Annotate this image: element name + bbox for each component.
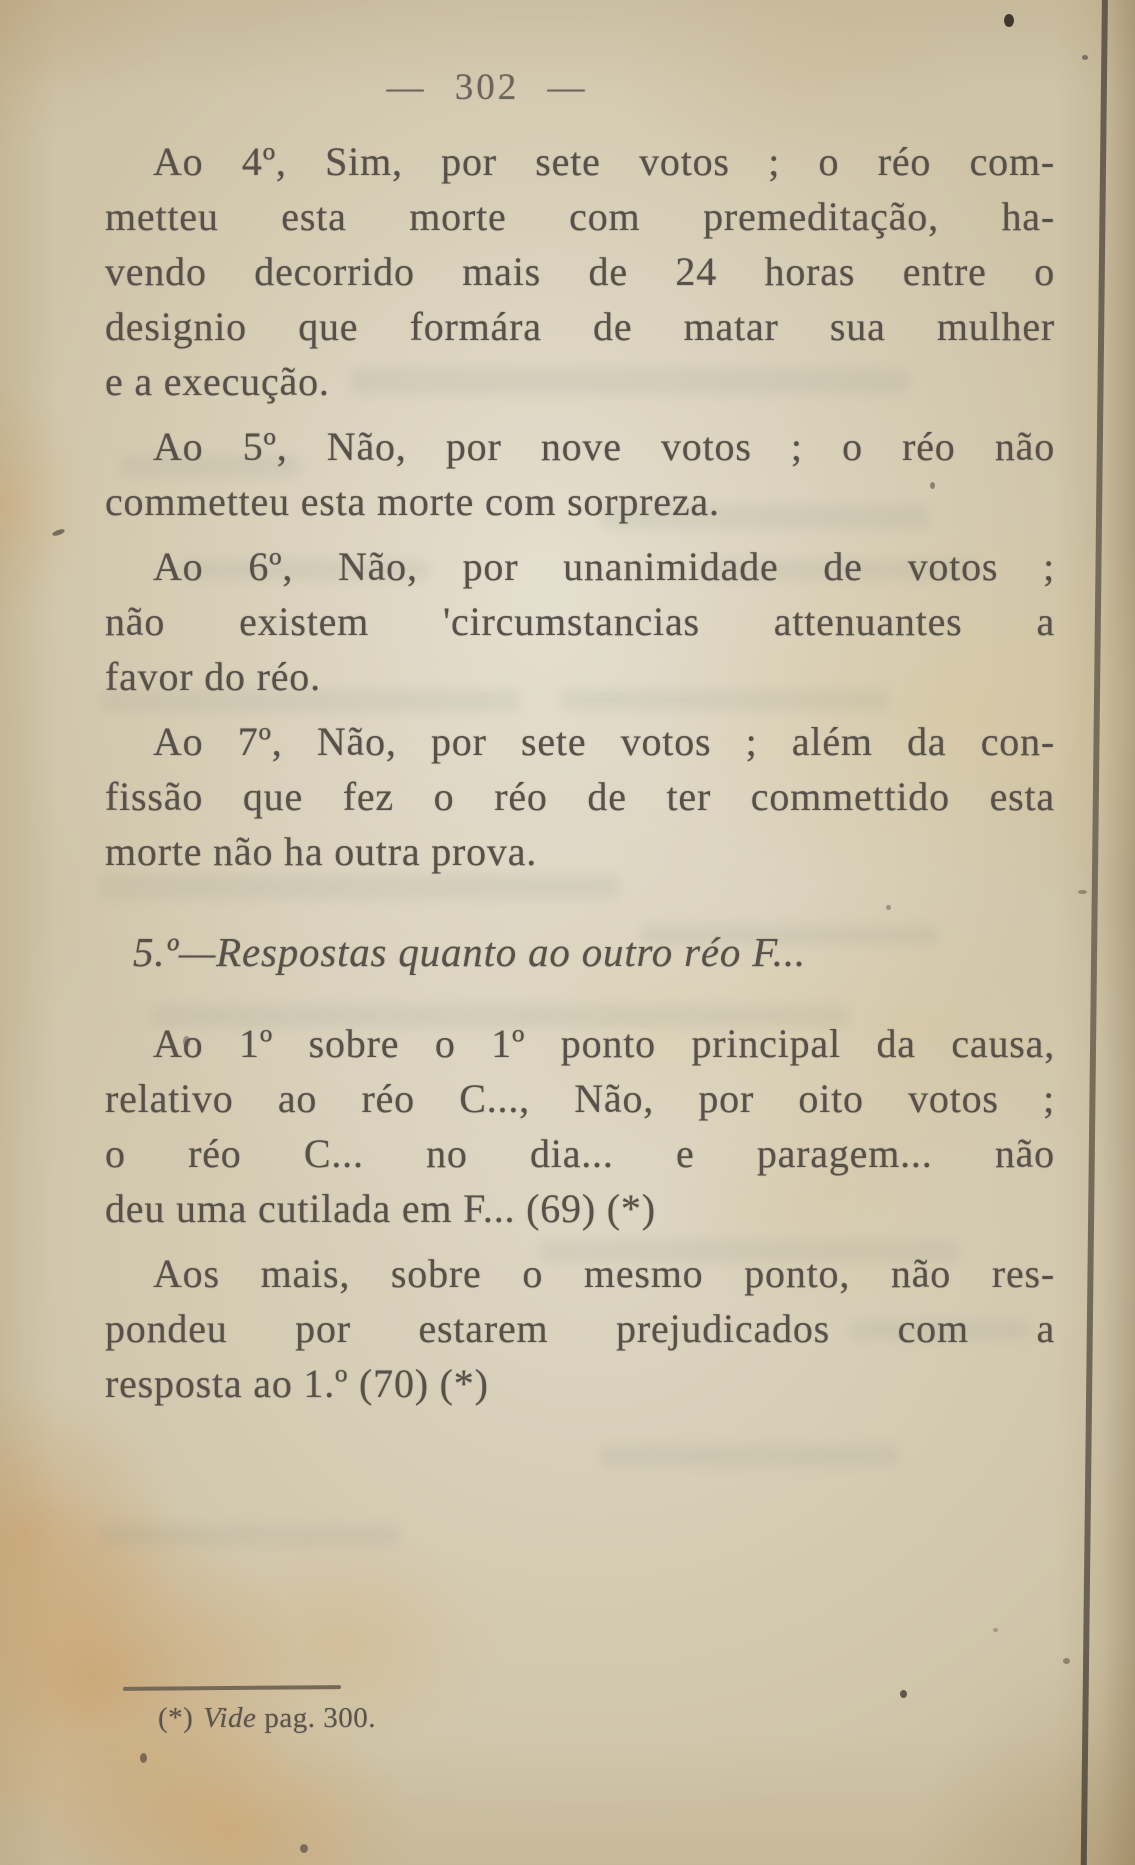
ink-speck [1078, 890, 1087, 894]
text-line: Ao 7º, Não, por sete votos ; além da con- [153, 719, 1055, 764]
text-line: deu uma cutilada em F... (69) (*) [105, 1186, 656, 1231]
footnote-rule [123, 1685, 341, 1691]
ink-speck [140, 1753, 147, 1763]
text-line: Aos mais, sobre o mesmo ponto, não res- [153, 1251, 1055, 1296]
paragraph-other-reo-rest [105, 1246, 1055, 1411]
ink-speck [1063, 1658, 1070, 1664]
show-through-mark [600, 1445, 900, 1467]
text-line: Ao 4º, Sim, por sete votos ; o réo com- [153, 139, 1055, 184]
footnote-marker: (*) [158, 1702, 194, 1734]
text-line: não existem 'circumstancias attenuantes a [105, 599, 1055, 644]
paragraph-answer-5 [105, 419, 1055, 529]
paragraph-other-reo-1 [105, 1016, 1055, 1236]
ink-speck [993, 1628, 998, 1632]
text-line: 5.º—Respostas quanto ao outro réo F... [133, 929, 806, 975]
ink-speck [300, 1844, 308, 1853]
show-through-mark [100, 1525, 400, 1545]
text-line: pondeu por estarem prejudicados com a [105, 1306, 1055, 1351]
text-line: Ao 1º sobre o 1º ponto principal da causa, [153, 1021, 1055, 1066]
page-text-column [105, 134, 1055, 1421]
text-line: e a execução. [105, 359, 330, 404]
text-line: favor do réo. [105, 654, 321, 699]
paragraph-answer-4 [105, 134, 1055, 409]
text-line: Ao 6º, Não, por unanimidade de votos ; [153, 544, 1055, 589]
paragraph-answer-6 [105, 539, 1055, 704]
footnote-text: pag. 300. [264, 1702, 376, 1734]
footnote [158, 1702, 376, 1735]
text-line: vendo decorrido mais de 24 horas entre o [105, 249, 1055, 294]
footnote-vide-label: Vide [203, 1702, 257, 1734]
text-line: Ao 5º, Não, por nove votos ; o réo não [153, 424, 1055, 469]
ink-speck [52, 528, 66, 537]
text-line: o réo C... no dia... e paragem... não [105, 1131, 1055, 1176]
text-line: commetteu esta morte com sorpreza. [105, 479, 720, 524]
text-line: resposta ao 1.º (70) (*) [105, 1361, 489, 1406]
text-line: morte não ha outra prova. [105, 829, 538, 874]
text-line: designio que formára de matar sua mulher [105, 304, 1055, 349]
section-heading-5 [105, 925, 1055, 980]
text-line: metteu esta morte com premeditação, ha- [105, 194, 1055, 239]
text-line: fissão que fez o réo de ter commettido esta [105, 774, 1055, 819]
text-line: relativo ao réo C..., Não, por oito votos ; [105, 1076, 1055, 1121]
ink-speck [900, 1690, 907, 1698]
ink-speck [1082, 55, 1088, 60]
page-number-header: — 302 — [386, 67, 588, 108]
page-gutter-line [1081, 0, 1108, 1865]
ink-speck [1004, 14, 1014, 27]
paragraph-answer-7 [105, 714, 1055, 879]
